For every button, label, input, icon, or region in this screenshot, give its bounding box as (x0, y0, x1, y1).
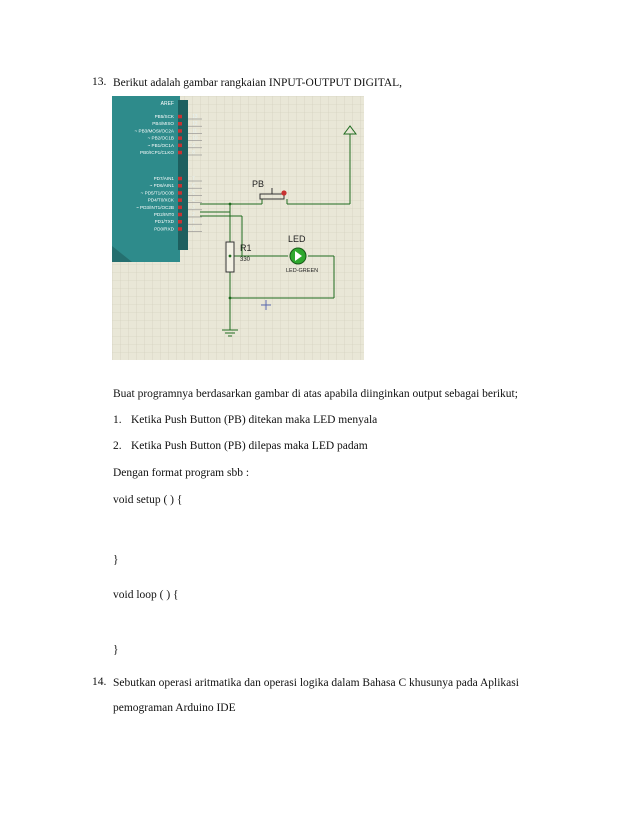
question-14-number: 14. (92, 676, 107, 688)
portb-pin-marker (178, 151, 182, 155)
portd-pin-label: PD2/INT0 (153, 212, 174, 217)
code-setup-open: void setup ( ) { (113, 494, 183, 506)
portd-pin-marker (178, 220, 182, 224)
question-13-text: Berikut adalah gambar rangkaian INPUT-OUTPUT DIGITAL, (113, 77, 403, 89)
question-13-number: 13. (92, 76, 107, 88)
circuit-diagram (112, 96, 364, 360)
portd-pin-number: 4 (192, 197, 195, 204)
list-item-1-number: 1. (113, 414, 122, 426)
portb-pin-number: 12 (192, 121, 198, 128)
portb-pin-label: PB5/SCK (154, 114, 174, 119)
portb-pin-marker (178, 144, 182, 148)
portd-pin-label: ~ PD3/INT1/OC2B (136, 204, 174, 210)
portd-pin-marker (178, 191, 182, 195)
portd-pin-number: 0 (192, 226, 195, 233)
led-type-label: LED-GREEN (286, 268, 319, 274)
list-item-2-number: 2. (113, 440, 122, 452)
format-label: Dengan format program sbb : (113, 467, 250, 479)
question-13-instruction: Buat programnya berdasarkan gambar di atas apabila diinginkan output sebagai berikut; (113, 388, 518, 400)
portd-pin-label: ~ PD6/AIN1 (149, 183, 174, 189)
code-loop-close: } (113, 644, 119, 656)
portb-pin-marker (178, 122, 182, 126)
portb-pin-label: ~ PB2/OC1B (147, 135, 174, 141)
portb-pin-marker (178, 136, 182, 140)
portd-pin-label: PD7/AIN1 (153, 176, 174, 181)
portd-pin-marker (178, 206, 182, 210)
portd-pin-label: ~ PD5/T1/OC0B (140, 190, 174, 196)
portb-pin-label: PB0/ICP1/CLKO (140, 150, 174, 155)
portd-pin-marker (178, 198, 182, 202)
portd-pin-marker (178, 213, 182, 217)
portd-pin-marker (178, 184, 182, 188)
portb-pin-marker (178, 115, 182, 119)
portd-pin-number: 2 (192, 212, 195, 218)
portb-pin-number: 13 (192, 114, 198, 120)
pin-label-aref: AREF (160, 101, 174, 107)
portb-pin-number: 11 (192, 128, 198, 135)
portd-pin-label: PD1/TXD (154, 219, 174, 225)
portd-pin-marker (178, 177, 182, 181)
portb-pin-number: 10 (192, 135, 198, 142)
portd-pin-number: 3 (192, 204, 195, 211)
portb-pin-number: 9 (192, 142, 195, 149)
question-14-text-line1: Sebutkan operasi aritmatika dan operasi logika dalam Bahasa C khusunya pada Aplikasi (113, 677, 519, 689)
portd-pin-marker (178, 227, 182, 231)
list-item-2-text: Ketika Push Button (PB) dilepas maka LED padam (131, 440, 368, 452)
portb-pin-marker (178, 129, 182, 133)
list-item-1-text: Ketika Push Button (PB) ditekan maka LED menyala (131, 414, 378, 426)
question-14-text-line2: pemograman Arduino IDE (113, 702, 236, 714)
portd-pin-number: 5 (192, 190, 195, 197)
portb-pin-label: ~ PB1/OC1A (147, 142, 174, 148)
resistor-value: 330 (240, 257, 251, 263)
portd-pin-label: PD4/T0/XCK (147, 197, 174, 203)
resistor-label: R1 (240, 243, 252, 253)
portd-pin-number: 7 (192, 176, 195, 182)
led-label: LED (288, 234, 306, 244)
code-loop-open: void loop ( ) { (113, 589, 179, 601)
portb-pin-number: 8 (192, 150, 195, 156)
portd-pin-number: 1 (192, 219, 195, 226)
arduino-board (112, 96, 188, 262)
portd-pin-number: 6 (192, 183, 195, 190)
portd-pin-label: PD0/RXD (154, 226, 174, 232)
portb-pin-label: ~ PB3/MOSI/OC2A (134, 128, 174, 134)
code-setup-close: } (113, 554, 119, 566)
portb-pin-label: PB4/MISO (152, 121, 174, 127)
push-button-label: PB (252, 179, 265, 189)
